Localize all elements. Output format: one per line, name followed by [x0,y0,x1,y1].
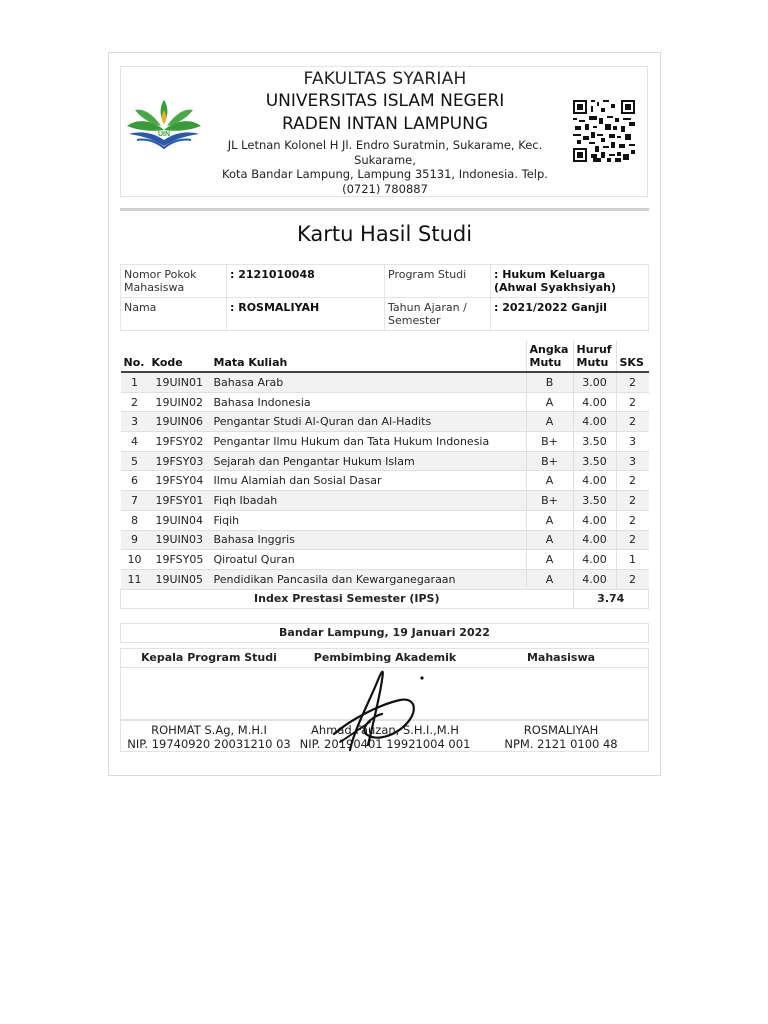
cell-kode: 19FSY03 [149,451,211,471]
cell-mata-kuliah: Bahasa Arab [211,372,527,392]
table-row [121,451,649,471]
address-line2: Sukarame, [354,152,416,167]
cell-no: 8 [121,510,149,530]
cell-no: 3 [121,412,149,432]
cell-no: 6 [121,471,149,491]
cell-angka-mutu: B+ [526,451,573,471]
cell-kode: 19UIN05 [149,569,211,589]
table-row [121,432,649,452]
cell-mata-kuliah: Fiqih [211,510,527,530]
table-row [121,412,649,432]
cell-angka-mutu: A [526,392,573,412]
col-mata-kuliah: Mata Kuliah [211,341,527,372]
cell-no: 5 [121,451,149,471]
cell-huruf-mutu: 4.00 [573,550,616,570]
cell-huruf-mutu: 4.00 [573,569,616,589]
cell-angka-mutu: A [526,550,573,570]
university-name-line2: RADEN INTAN LAMPUNG [282,114,488,134]
name-head-of-program: ROHMAT S.Ag, M.H.I [151,723,267,737]
cell-kode: 19UIN04 [149,510,211,530]
cell-angka-mutu: A [526,412,573,432]
cell-no: 1 [121,372,149,392]
ips-value: 3.74 [573,589,649,609]
cell-mata-kuliah: Ilmu Alamiah dan Sosial Dasar [211,471,527,491]
document-title: Kartu Hasil Studi [296,222,473,246]
cell-no: 10 [121,550,149,570]
place-date: Bandar Lampung, 19 Januari 2022 [120,623,649,643]
qr-code-icon [573,100,635,162]
cell-sks: 2 [616,471,649,491]
cell-huruf-mutu: 4.00 [573,510,616,530]
table-row [121,392,649,412]
year-value: : 2021/2022 Ganjil [491,298,649,331]
cell-kode: 19UIN06 [149,412,211,432]
cell-angka-mutu: A [526,510,573,530]
nip-academic-advisor: NIP. 20190401 19921004 001 [299,737,471,751]
npm-label: Nomor Pokok Mahasiswa [121,265,227,298]
year-label: Tahun Ajaran / Semester [385,298,491,331]
table-row [121,569,649,589]
cell-sks: 2 [616,491,649,511]
cell-mata-kuliah: Bahasa Indonesia [211,392,527,412]
program-value: : Hukum Keluarga (Ahwal Syakhsiyah) [491,265,649,298]
university-name-line1: UNIVERSITAS ISLAM NEGERI [265,91,505,111]
cell-mata-kuliah: Pengantar Ilmu Hukum dan Tata Hukum Indonesia [211,432,527,452]
role-academic-advisor: Pembimbing Akademik [313,651,457,664]
cell-kode: 19FSY01 [149,491,211,511]
col-sks: SKS [616,341,649,372]
cell-no: 7 [121,491,149,511]
cell-kode: 19FSY04 [149,471,211,491]
cell-mata-kuliah: Bahasa Inggris [211,530,527,550]
cell-no: 2 [121,392,149,412]
program-label: Program Studi [385,265,491,298]
cell-mata-kuliah: Pengantar Studi Al-Quran dan Al-Hadits [211,412,527,432]
cell-sks: 2 [616,412,649,432]
cell-angka-mutu: B [526,372,573,392]
name-student: ROSMALIYAH [523,723,599,737]
grades-table [120,341,649,609]
cell-huruf-mutu: 3.50 [573,432,616,452]
cell-sks: 1 [616,550,649,570]
cell-angka-mutu: B+ [526,432,573,452]
table-row [121,491,649,511]
cell-sks: 3 [616,432,649,452]
cell-no: 9 [121,530,149,550]
cell-kode: 19UIN02 [149,392,211,412]
col-no: No. [121,341,149,372]
cell-angka-mutu: A [526,471,573,491]
cell-sks: 3 [616,451,649,471]
cell-huruf-mutu: 4.00 [573,471,616,491]
cell-mata-kuliah: Pendidikan Pancasila dan Kewarganegaraan [211,569,527,589]
ips-label: Index Prestasi Semester (IPS) [121,589,574,609]
cell-angka-mutu: B+ [526,491,573,511]
student-info-table [120,264,649,331]
handwritten-signature [320,650,440,760]
cell-huruf-mutu: 4.00 [573,412,616,432]
table-row [121,471,649,491]
address-line4: (0721) 780887 [342,181,428,196]
cell-huruf-mutu: 3.50 [573,491,616,511]
name-value: : ROSMALIYAH [227,298,385,331]
name-academic-advisor: Ahmad Fauzan, S.H.I.,M.H [311,723,459,737]
col-huruf-mutu: Huruf Mutu [573,341,616,372]
cell-sks: 2 [616,392,649,412]
npm-value: : 2121010048 [227,265,385,298]
cell-huruf-mutu: 3.50 [573,451,616,471]
university-logo [123,100,205,158]
cell-huruf-mutu: 4.00 [573,392,616,412]
table-row [121,372,649,392]
npm-student: NPM. 2121 0100 48 [504,737,618,751]
cell-mata-kuliah: Sejarah dan Pengantar Hukum Islam [211,451,527,471]
logo-text: UIN [157,131,171,138]
nip-head-of-program: NIP. 19740920 20031210 03 [127,737,291,751]
cell-angka-mutu: A [526,569,573,589]
table-row [121,550,649,570]
col-kode: Kode [149,341,211,372]
cell-kode: 19FSY02 [149,432,211,452]
address-line1: JL Letnan Kolonel H Jl. Endro Suratmin, Sukarame, Kec. [227,138,543,152]
cell-sks: 2 [616,510,649,530]
cell-no: 11 [121,569,149,589]
name-label: Nama [121,298,227,331]
faculty-name: FAKULTAS SYARIAH [303,69,467,89]
grades-body [121,372,649,609]
cell-angka-mutu: A [526,530,573,550]
cell-sks: 2 [616,530,649,550]
ips-row [121,589,649,609]
role-student: Mahasiswa [526,651,596,664]
cell-no: 4 [121,432,149,452]
cell-sks: 2 [616,569,649,589]
cell-huruf-mutu: 3.00 [573,372,616,392]
cell-huruf-mutu: 4.00 [573,530,616,550]
cell-kode: 19UIN01 [149,372,211,392]
cell-kode: 19UIN03 [149,530,211,550]
header-separator [120,208,649,211]
col-angka-mutu: Angka Mutu [526,341,573,372]
cell-mata-kuliah: Fiqh Ibadah [211,491,527,511]
letterhead-text [210,68,560,196]
cell-sks: 2 [616,372,649,392]
cell-kode: 19FSY05 [149,550,211,570]
table-row [121,510,649,530]
address-line3: Kota Bandar Lampung, Lampung 35131, Indonesia. Telp. [222,167,548,181]
table-row [121,530,649,550]
cell-mata-kuliah: Qiroatul Quran [211,550,527,570]
role-head-of-program: Kepala Program Studi [141,651,277,664]
